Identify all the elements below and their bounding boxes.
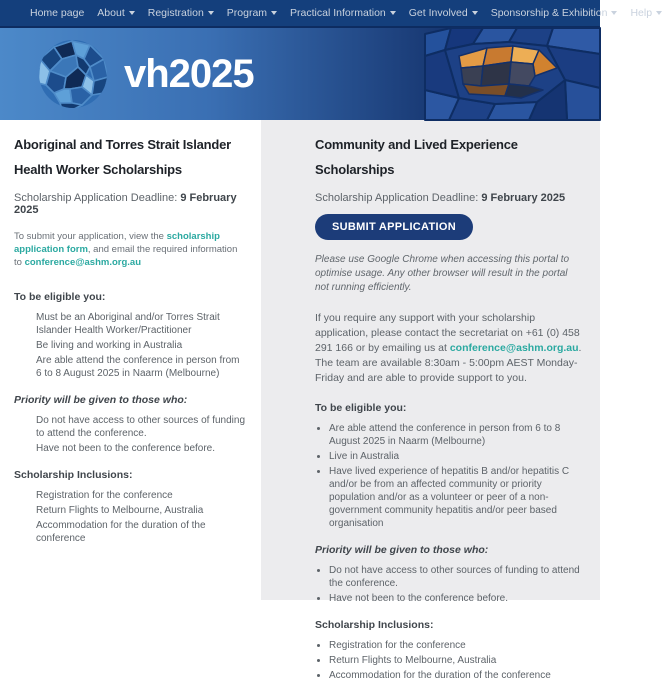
scholarship-application-form-link[interactable]: scholarship application form [14, 231, 220, 255]
chevron-down-icon [271, 11, 277, 15]
nav-item-get-involved[interactable] [409, 7, 478, 19]
top-navigation [0, 0, 653, 28]
banner-logo-group [0, 39, 254, 109]
note-text: If you require any support with your scholarship application, please contact the secretariat on +61 (0) 458 291 166 or by emailing us at [315, 312, 580, 354]
note-text: . The team are available 8:30am - 5:00pm AEST Monday-Friday and are able to provide support to you. [315, 342, 582, 384]
submit-application-button[interactable]: SUBMIT APPLICATION [315, 214, 473, 240]
nav-item-label: Help [630, 7, 653, 19]
nav-item-label: Get Involved [408, 7, 468, 19]
page-title: Community and Lived Experience Scholarships [315, 137, 518, 177]
eligibility-heading: To be eligible you: [315, 402, 407, 414]
deadline-value: 9 February 2025 [14, 192, 237, 216]
list-item: • Are able attend the conference in person from 6 to 8 August 2025 in Naarm (Melbourne) [329, 422, 584, 448]
nav-item-label: Practical Information [290, 7, 386, 19]
deadline-line [14, 192, 247, 216]
list-item: • Live in Australia [329, 450, 584, 463]
scholarships-content [0, 120, 600, 681]
priority-list [14, 414, 247, 455]
nav-item-label: About [97, 7, 125, 19]
list-item: • Have not been to the conference before. [329, 592, 584, 605]
list-item: Be living and working in Australia [36, 340, 183, 351]
note-text: To submit your application, view the [14, 231, 167, 242]
voronoi-globe-icon [38, 39, 108, 109]
deadline-label: Scholarship Application Deadline: [315, 192, 482, 204]
support-contact-note [315, 311, 584, 386]
chevron-down-icon [611, 11, 617, 15]
list-item: • Return Flights to Melbourne, Australia [329, 654, 584, 667]
deadline-line [315, 192, 584, 204]
chevron-down-icon [208, 11, 214, 15]
list-item: • Do not have access to other sources of funding to attend the conference. [329, 564, 584, 590]
inclusions-heading: Scholarship Inclusions: [315, 619, 434, 631]
eligibility-heading: To be eligible you: [14, 291, 106, 303]
inclusions-list [14, 489, 247, 545]
nav-item-label: Sponsorship & Exhibition [490, 7, 608, 19]
list-item: • Have lived experience of hepatitis B and/or hepatitis C and/or be from an affected community or priority population and/or as a volunteer or peer of a non-government community hepatitis and/or peer based organisation [329, 465, 584, 530]
inclusions-heading: Scholarship Inclusions: [14, 469, 133, 481]
nav-item-label: Registration [147, 7, 204, 19]
list-item: Are able attend the conference in person from 6 to 8 August 2025 in Naarm (Melbourne) [36, 355, 240, 379]
nav-item-help[interactable] [630, 7, 662, 19]
nav-item-registration[interactable] [148, 7, 214, 19]
nav-item-label: Program [226, 7, 268, 19]
list-item: Have not been to the conference before. [36, 443, 216, 454]
list-item: • Registration for the conference [329, 639, 584, 652]
note-text: , and email the required information to [14, 244, 238, 268]
priority-heading: Priority will be given to those who: [14, 394, 188, 406]
chevron-down-icon [390, 11, 396, 15]
chevron-down-icon [129, 11, 135, 15]
eligibility-list [14, 311, 247, 380]
conference-banner [0, 28, 600, 120]
submit-instructions [14, 230, 247, 269]
chevron-down-icon [656, 11, 662, 15]
chevron-down-icon [472, 11, 478, 15]
deadline-label: Scholarship Application Deadline: [14, 192, 181, 204]
nav-item-program[interactable] [227, 7, 277, 19]
list-item: Return Flights to Melbourne, Australia [36, 505, 204, 516]
list-item: • Accommodation for the duration of the conference [329, 669, 584, 682]
nav-item-practical-information[interactable] [290, 7, 396, 19]
list-item: Accommodation for the duration of the conference [36, 520, 206, 544]
nav-item-about[interactable] [97, 7, 134, 19]
list-item: Must be an Aboriginal and/or Torres Strait Islander Health Worker/Practitioner [36, 312, 220, 336]
nav-item-sponsorship-exhibition[interactable] [491, 7, 618, 19]
conference-email-link[interactable]: conference@ashm.org.au [24, 257, 141, 268]
aboriginal-scholarship-panel [0, 120, 261, 600]
list-item: Do not have access to other sources of funding to attend the conference. [36, 415, 246, 439]
browser-notice: Please use Google Chrome when accessing this portal to optimise usage. Any other browser will result in the portal not running efficiently. [315, 254, 570, 293]
community-scholarship-panel [261, 120, 600, 681]
page-title: Aboriginal and Torres Strait Islander Health Worker Scholarships [14, 137, 232, 177]
liver-cityscape-voronoi-art [425, 28, 600, 120]
conference-email-link[interactable]: conference@ashm.org.au [449, 342, 579, 354]
priority-list [315, 564, 584, 605]
list-item: Registration for the conference [36, 490, 173, 501]
eligibility-list [315, 422, 584, 530]
priority-heading: Priority will be given to those who: [315, 544, 489, 556]
nav-item-home-page[interactable] [30, 7, 84, 19]
inclusions-list [315, 639, 584, 682]
conference-logo-text: vh2025 [124, 52, 254, 96]
deadline-value: 9 February 2025 [481, 192, 566, 204]
nav-item-label: Home page [30, 7, 85, 19]
